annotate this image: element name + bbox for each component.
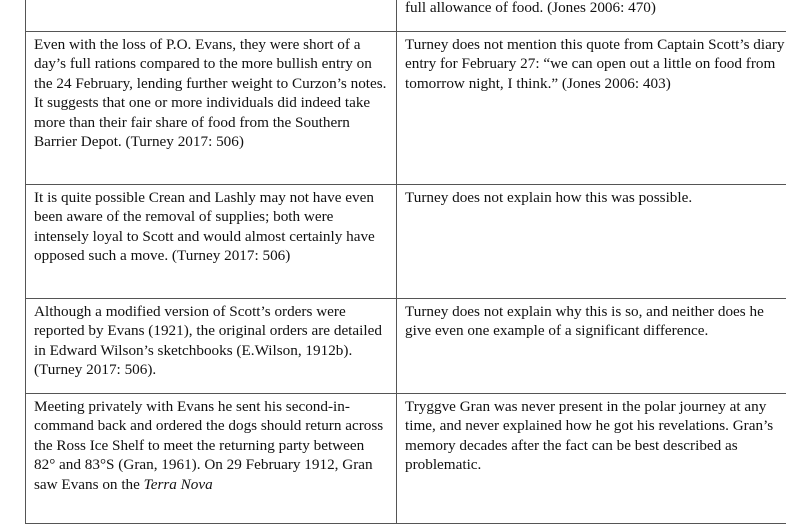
ship-name-italic: Terra Nova (143, 475, 213, 493)
table-cell-right: Turney does not explain how this was possible. (397, 185, 786, 299)
table-cell-right: Turney does not explain why this is so, and neither does he give even one example of a significant difference. (397, 299, 786, 394)
table-cell-right: Turney does not mention this quote from Captain Scott’s diary entry for February 27: “we can open out a little on food from tomorrow night, I think.” (Jones 2006: 403) (397, 32, 786, 185)
table-cell-left: It is quite possible Crean and Lashly may not have even been aware of the removal of supplies; both were intensely loyal to Scott and would almost certainly have opposed such a move. (Turney 2017: 506) (26, 185, 397, 299)
table-row (26, 32, 786, 185)
table-row (26, 0, 786, 32)
table-cell-left: Even with the loss of P.O. Evans, they were short of a day’s full rations compared to the more bullish entry on the 24 February, lending further weight to Curzon’s notes. It suggests that one or more individuals did indeed take more than their fair share of food from the Southern Barrier Depot. (Turney 2017: 506) (26, 32, 397, 185)
table-cell-right: full allowance of food. (Jones 2006: 470) (397, 0, 786, 32)
cell-text: Meeting privately with Evans he sent his second-in-command back and ordered the dogs should return across the Ross Ice Shelf to meet the returning party between 82° and 83°S (Gran, 1961). On 29 February 1912, Gran saw Evans on the (34, 398, 384, 493)
table-cell-left (26, 394, 397, 524)
table-cell-right: Tryggve Gran was never present in the polar journey at any time, and never explained how he got his revelations. Gran’s memory decades after the fact can be best described as problematic. (397, 394, 786, 524)
table-row (26, 299, 786, 394)
comparison-table (25, 0, 786, 524)
table-row (26, 394, 786, 524)
table-cell-left: Although a modified version of Scott’s orders were reported by Evans (1921), the original orders are detailed in Edward Wilson’s sketchbooks (E.Wilson, 1912b). (Turney 2017: 506). (26, 299, 397, 394)
table-cell-left (26, 0, 397, 32)
table-row (26, 185, 786, 299)
